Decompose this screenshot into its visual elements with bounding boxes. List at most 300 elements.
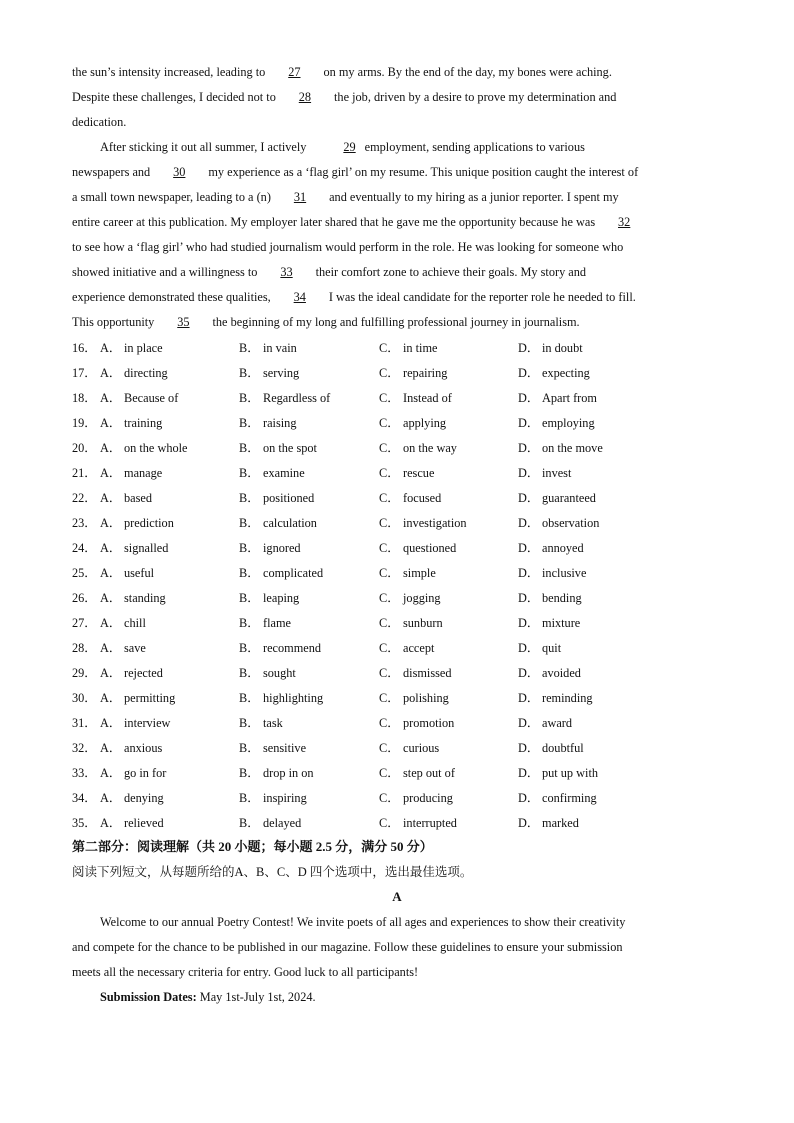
option-text: ignored	[263, 541, 301, 555]
question-row	[72, 636, 732, 661]
question-row	[72, 761, 732, 786]
option-text: expecting	[542, 366, 590, 380]
option-text: useful	[124, 566, 155, 580]
question-row	[72, 411, 732, 436]
option-text: annoyed	[542, 541, 584, 555]
option-letter: D．	[518, 366, 540, 380]
option-a	[100, 361, 168, 386]
option-letter: B．	[239, 816, 260, 830]
option-text: investigation	[403, 516, 467, 530]
submission-value: May 1st-July 1st, 2024.	[196, 990, 316, 1004]
option-letter: B．	[239, 491, 260, 505]
option-letter: B．	[239, 566, 260, 580]
option-d	[518, 561, 586, 586]
question-row	[72, 711, 732, 736]
option-text: serving	[263, 366, 300, 380]
passage-text: the job, driven by a desire to prove my determination and	[330, 90, 617, 104]
passage-line	[72, 310, 724, 335]
option-text: focused	[403, 491, 442, 505]
option-letter: A．	[100, 766, 122, 780]
option-letter: D．	[518, 716, 540, 730]
question-number: 18．	[72, 391, 97, 405]
option-c	[379, 586, 441, 611]
passage-text: the beginning of my long and fulfilling professional journey in journalism.	[209, 315, 580, 329]
option-d	[518, 361, 590, 386]
option-b	[239, 636, 321, 661]
option-b	[239, 686, 323, 711]
option-letter: A．	[100, 441, 122, 455]
option-letter: B．	[239, 691, 260, 705]
option-c	[379, 761, 455, 786]
option-text: calculation	[263, 516, 317, 530]
option-d	[518, 636, 561, 661]
option-d	[518, 336, 583, 361]
option-letter: D．	[518, 591, 540, 605]
option-b	[239, 811, 301, 836]
option-text: based	[124, 491, 152, 505]
option-letter: B．	[239, 741, 260, 755]
option-text: sought	[263, 666, 296, 680]
option-b	[239, 736, 306, 761]
option-letter: C．	[379, 691, 400, 705]
option-b	[239, 486, 314, 511]
option-letter: D．	[518, 641, 540, 655]
option-letter: B．	[239, 391, 260, 405]
question-row	[72, 611, 732, 636]
question-number: 25．	[72, 566, 97, 580]
question-row	[72, 386, 732, 411]
option-letter: D．	[518, 666, 540, 680]
option-text: questioned	[403, 541, 457, 555]
option-letter: A．	[100, 591, 122, 605]
passage-text: This opportunity	[72, 315, 158, 329]
option-letter: B．	[239, 366, 260, 380]
option-letter: B．	[239, 516, 260, 530]
passage-text: to see how a ‘flag girl’ who had studied journalism would perform in the role. He was looking for someone who	[72, 240, 624, 254]
option-a	[100, 386, 178, 411]
passage-line	[72, 235, 724, 260]
option-text: quit	[542, 641, 562, 655]
passage-text: the sun’s intensity increased, leading to	[72, 65, 269, 79]
option-a	[100, 336, 163, 361]
option-b	[239, 436, 317, 461]
option-text: relieved	[124, 816, 164, 830]
passage-text: entire career at this publication. My employer later shared that he gave me the opportunity because he was	[72, 215, 599, 229]
option-text: reminding	[542, 691, 593, 705]
option-a	[100, 486, 152, 511]
option-c	[379, 561, 436, 586]
question-row	[72, 511, 732, 536]
option-d	[518, 386, 597, 411]
option-text: in vain	[263, 341, 297, 355]
option-b	[239, 411, 296, 436]
option-text: on the move	[542, 441, 603, 455]
blank-31: 31	[293, 190, 307, 204]
option-a	[100, 436, 188, 461]
option-a	[100, 561, 154, 586]
option-letter: C．	[379, 391, 400, 405]
option-b	[239, 461, 305, 486]
option-letter: C．	[379, 366, 400, 380]
submission-label: Submission Dates:	[100, 990, 197, 1004]
option-b	[239, 361, 299, 386]
option-d	[518, 586, 582, 611]
option-letter: C．	[379, 566, 400, 580]
option-d	[518, 686, 593, 711]
option-text: complicated	[263, 566, 324, 580]
question-row	[72, 786, 732, 811]
option-letter: A．	[100, 416, 122, 430]
question-row	[72, 536, 732, 561]
passage-line	[72, 160, 724, 185]
option-letter: D．	[518, 541, 540, 555]
option-d	[518, 536, 584, 561]
option-letter: C．	[379, 466, 400, 480]
option-a	[100, 636, 146, 661]
option-text: step out of	[403, 766, 455, 780]
option-a	[100, 461, 162, 486]
option-b	[239, 711, 283, 736]
question-number: 33．	[72, 766, 97, 780]
option-text: put up with	[542, 766, 599, 780]
option-text: anxious	[124, 741, 163, 755]
passage-text: newspapers and	[72, 165, 154, 179]
option-text: producing	[403, 791, 453, 805]
option-b	[239, 336, 297, 361]
option-text: chill	[124, 616, 146, 630]
option-text: bending	[542, 591, 582, 605]
option-letter: D．	[518, 566, 540, 580]
option-text: promotion	[403, 716, 455, 730]
option-text: prediction	[124, 516, 174, 530]
option-text: Regardless of	[263, 391, 331, 405]
option-text: confirming	[542, 791, 597, 805]
question-row	[72, 486, 732, 511]
option-c	[379, 436, 457, 461]
option-c	[379, 511, 467, 536]
option-text: observation	[542, 516, 600, 530]
option-text: Instead of	[403, 391, 452, 405]
option-letter: A．	[100, 566, 122, 580]
option-a	[100, 786, 164, 811]
passage-line	[72, 110, 724, 135]
option-letter: D．	[518, 491, 540, 505]
option-b	[239, 661, 296, 686]
option-a	[100, 411, 162, 436]
option-letter: B．	[239, 716, 260, 730]
option-text: in place	[124, 341, 163, 355]
option-c	[379, 486, 441, 511]
question-row	[72, 361, 732, 386]
option-text: delayed	[263, 816, 302, 830]
question-number: 29．	[72, 666, 97, 680]
passage-line	[72, 285, 724, 310]
question-number: 23．	[72, 516, 97, 530]
option-text: sensitive	[263, 741, 307, 755]
option-letter: B．	[239, 616, 260, 630]
option-letter: B．	[239, 441, 260, 455]
option-d	[518, 461, 571, 486]
question-row	[72, 561, 732, 586]
option-text: rescue	[403, 466, 435, 480]
option-letter: A．	[100, 666, 122, 680]
blank-32: 32	[618, 215, 631, 229]
option-a	[100, 586, 166, 611]
option-text: invest	[542, 466, 572, 480]
part-two-instruction: 阅读下列短文，从每题所给的A、B、C、D 四个选项中，选出最佳选项。	[72, 865, 473, 879]
option-text: repairing	[403, 366, 448, 380]
option-text: directing	[124, 366, 168, 380]
option-letter: A．	[100, 691, 122, 705]
option-text: employing	[542, 416, 595, 430]
option-text: mixture	[542, 616, 581, 630]
option-letter: B．	[239, 641, 260, 655]
question-number: 31．	[72, 716, 97, 730]
option-c	[379, 536, 456, 561]
option-letter: A．	[100, 366, 122, 380]
question-number: 24．	[72, 541, 97, 555]
option-c	[379, 411, 446, 436]
passage-text: and eventually to my hiring as a junior reporter. I spent my	[326, 190, 619, 204]
option-c	[379, 386, 452, 411]
option-letter: C．	[379, 341, 400, 355]
option-letter: A．	[100, 791, 122, 805]
option-letter: D．	[518, 741, 540, 755]
option-d	[518, 761, 598, 786]
passage-text: their comfort zone to achieve their goals. My story and	[312, 265, 587, 279]
option-text: marked	[542, 816, 579, 830]
option-letter: B．	[239, 766, 260, 780]
option-text: sunburn	[403, 616, 443, 630]
option-text: standing	[124, 591, 166, 605]
section-letter: A	[392, 889, 402, 904]
option-d	[518, 736, 584, 761]
option-b	[239, 586, 299, 611]
passage-line	[72, 135, 724, 160]
passage-line	[72, 185, 724, 210]
option-letter: C．	[379, 716, 400, 730]
option-letter: D．	[518, 341, 540, 355]
passage-text: a small town newspaper, leading to a (n)	[72, 190, 275, 204]
passage-line	[72, 60, 724, 85]
blank-29: 29	[343, 140, 356, 154]
option-c	[379, 811, 457, 836]
question-number: 34．	[72, 791, 97, 805]
option-letter: D．	[518, 691, 540, 705]
option-text: award	[542, 716, 573, 730]
option-a	[100, 686, 175, 711]
option-c	[379, 636, 434, 661]
blank-28: 28	[298, 90, 312, 104]
option-letter: D．	[518, 816, 540, 830]
question-number: 30．	[72, 691, 97, 705]
option-text: rejected	[124, 666, 163, 680]
blank-34: 34	[293, 290, 306, 304]
option-text: on the spot	[263, 441, 317, 455]
question-number: 32．	[72, 741, 97, 755]
passage-line	[72, 85, 724, 110]
option-letter: A．	[100, 341, 122, 355]
option-d	[518, 411, 595, 436]
option-b	[239, 386, 330, 411]
passage-line	[72, 260, 724, 285]
intro-line: Welcome to our annual Poetry Contest! We invite poets of all ages and experiences to show their creativity	[100, 915, 626, 929]
option-text: manage	[124, 466, 163, 480]
option-letter: D．	[518, 391, 540, 405]
option-letter: C．	[379, 666, 400, 680]
option-b	[239, 761, 314, 786]
question-number: 19．	[72, 416, 97, 430]
passage-text: experience demonstrated these qualities,	[72, 290, 274, 304]
option-c	[379, 786, 453, 811]
option-b	[239, 536, 301, 561]
option-letter: C．	[379, 516, 400, 530]
option-letter: A．	[100, 466, 122, 480]
option-letter: A．	[100, 516, 122, 530]
option-letter: C．	[379, 591, 400, 605]
option-d	[518, 611, 580, 636]
question-row	[72, 811, 732, 836]
option-a	[100, 811, 164, 836]
option-a	[100, 536, 168, 561]
option-letter: C．	[379, 491, 400, 505]
option-text: signalled	[124, 541, 169, 555]
option-letter: A．	[100, 741, 122, 755]
option-letter: C．	[379, 766, 400, 780]
option-text: training	[124, 416, 163, 430]
passage-text: dedication.	[72, 115, 127, 129]
passage-line	[72, 210, 724, 235]
option-letter: D．	[518, 441, 540, 455]
option-text: permitting	[124, 691, 176, 705]
option-d	[518, 711, 572, 736]
option-letter: A．	[100, 541, 122, 555]
option-text: polishing	[403, 691, 449, 705]
option-text: accept	[403, 641, 435, 655]
option-letter: D．	[518, 516, 540, 530]
option-a	[100, 611, 146, 636]
option-text: task	[263, 716, 283, 730]
option-letter: A．	[100, 716, 122, 730]
option-text: jogging	[403, 591, 441, 605]
question-number: 21．	[72, 466, 97, 480]
option-letter: A．	[100, 391, 122, 405]
option-letter: A．	[100, 641, 122, 655]
option-letter: D．	[518, 416, 540, 430]
question-row	[72, 336, 732, 361]
option-text: highlighting	[263, 691, 324, 705]
passage-text: Despite these challenges, I decided not to	[72, 90, 279, 104]
option-text: raising	[263, 416, 297, 430]
option-letter: A．	[100, 616, 122, 630]
passage-text: After sticking it out all summer, I actively	[100, 140, 310, 154]
option-d	[518, 486, 596, 511]
option-text: on the way	[403, 441, 457, 455]
option-letter: B．	[239, 466, 260, 480]
option-d	[518, 786, 597, 811]
intro-line: and compete for the chance to be published in our magazine. Follow these guidelines to ensure your submission	[72, 940, 623, 954]
question-number: 26．	[72, 591, 97, 605]
option-letter: C．	[379, 791, 400, 805]
option-text: avoided	[542, 666, 581, 680]
option-text: positioned	[263, 491, 315, 505]
question-number: 22．	[72, 491, 97, 505]
option-text: in time	[403, 341, 438, 355]
option-letter: B．	[239, 416, 260, 430]
option-c	[379, 711, 454, 736]
question-row	[72, 686, 732, 711]
intro-line: meets all the necessary criteria for entry. Good luck to all participants!	[72, 965, 419, 979]
question-number: 20．	[72, 441, 97, 455]
option-letter: D．	[518, 791, 540, 805]
passage-text: on my arms. By the end of the day, my bones were aching.	[320, 65, 612, 79]
option-text: inspiring	[263, 791, 307, 805]
option-a	[100, 711, 170, 736]
question-row	[72, 461, 732, 486]
option-letter: C．	[379, 416, 400, 430]
option-text: guaranteed	[542, 491, 596, 505]
passage-text: showed initiative and a willingness to	[72, 265, 261, 279]
option-c	[379, 336, 438, 361]
blank-27: 27	[288, 65, 301, 79]
option-letter: C．	[379, 816, 400, 830]
option-text: interrupted	[403, 816, 457, 830]
option-text: doubtful	[542, 741, 584, 755]
option-text: on the whole	[124, 441, 188, 455]
option-letter: B．	[239, 591, 260, 605]
option-text: curious	[403, 741, 440, 755]
option-text: dismissed	[403, 666, 452, 680]
option-letter: C．	[379, 641, 400, 655]
option-a	[100, 736, 162, 761]
option-d	[518, 436, 603, 461]
option-letter: D．	[518, 466, 540, 480]
option-c	[379, 361, 447, 386]
option-c	[379, 686, 449, 711]
question-row	[72, 436, 732, 461]
option-text: drop in on	[263, 766, 314, 780]
option-text: Because of	[124, 391, 179, 405]
question-number: 35．	[72, 816, 97, 830]
option-letter: C．	[379, 741, 400, 755]
option-c	[379, 611, 443, 636]
option-d	[518, 661, 581, 686]
part-two-heading: 第二部分：阅读理解（共 20 小题；每小题 2.5 分，满分 50 分）	[72, 839, 433, 854]
option-letter: C．	[379, 441, 400, 455]
passage-text: employment, sending applications to various	[361, 140, 585, 154]
option-letter: C．	[379, 541, 400, 555]
option-c	[379, 736, 439, 761]
question-row	[72, 661, 732, 686]
question-number: 17．	[72, 366, 97, 380]
option-text: examine	[263, 466, 305, 480]
question-number: 28．	[72, 641, 97, 655]
option-text: leaping	[263, 591, 300, 605]
option-a	[100, 661, 163, 686]
option-letter: B．	[239, 341, 260, 355]
question-number: 16．	[72, 341, 97, 355]
question-row	[72, 736, 732, 761]
option-c	[379, 461, 434, 486]
option-letter: A．	[100, 816, 122, 830]
passage-text: I was the ideal candidate for the reporter role he needed to fill.	[325, 290, 636, 304]
option-b	[239, 561, 323, 586]
option-text: go in for	[124, 766, 167, 780]
option-b	[239, 611, 291, 636]
option-text: save	[124, 641, 146, 655]
blank-30: 30	[173, 165, 186, 179]
blank-33: 33	[280, 265, 293, 279]
